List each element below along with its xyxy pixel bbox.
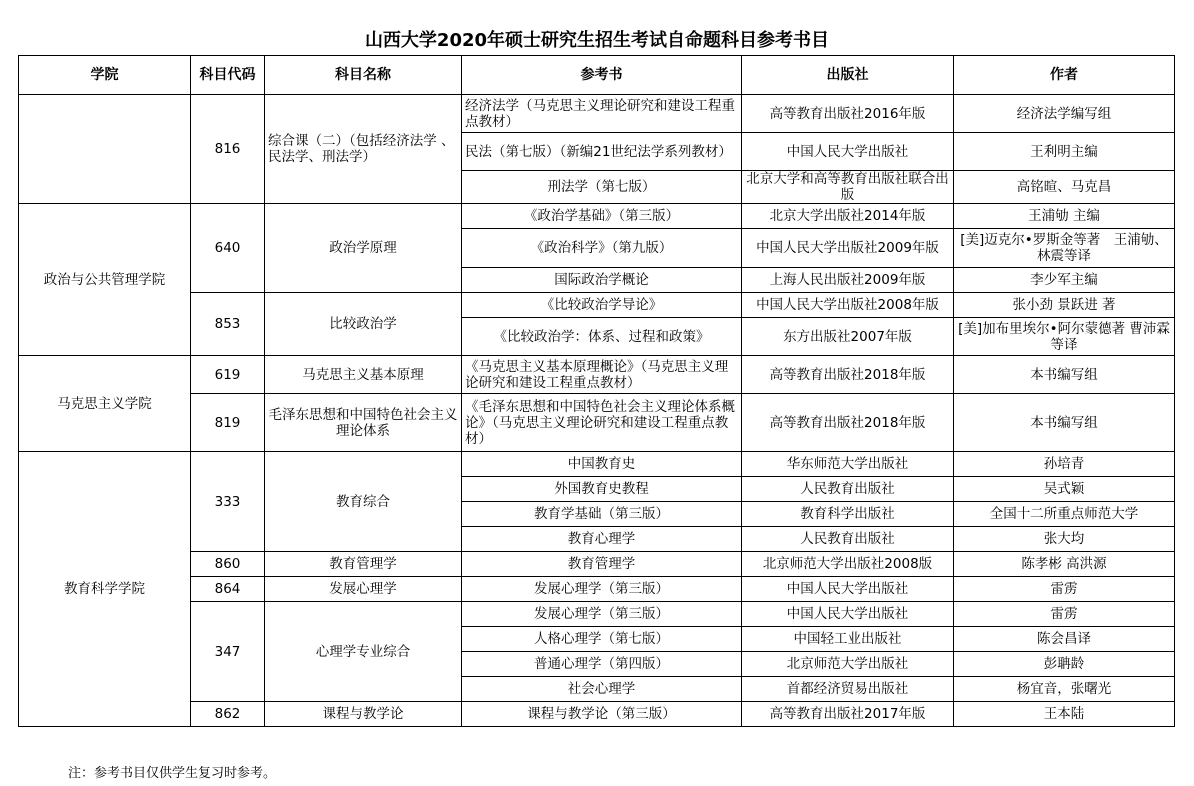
subject-code-cell: 864 xyxy=(191,577,265,602)
table-row xyxy=(19,602,1175,627)
college-cell xyxy=(19,95,191,204)
author-cell: 陈会昌译 xyxy=(954,627,1175,652)
publisher-cell: 高等教育出版社2018年版 xyxy=(742,356,954,394)
publisher-cell: 上海人民出版社2009年版 xyxy=(742,268,954,293)
book-title-cell: 刑法学（第七版） xyxy=(462,171,742,204)
table-row xyxy=(19,356,1175,394)
subject-code-cell: 816 xyxy=(191,95,265,204)
subject-code-cell: 347 xyxy=(191,602,265,702)
book-title-cell: 《比较政治学导论》 xyxy=(462,293,742,318)
publisher-cell: 东方出版社2007年版 xyxy=(742,318,954,356)
publisher-cell: 北京师范大学出版社2008版 xyxy=(742,552,954,577)
subject-name-cell: 心理学专业综合 xyxy=(265,602,462,702)
publisher-cell: 中国人民大学出版社2009年版 xyxy=(742,229,954,268)
book-title-cell: 发展心理学（第三版） xyxy=(462,602,742,627)
publisher-cell: 高等教育出版社2016年版 xyxy=(742,95,954,133)
subject-name-cell: 马克思主义基本原理 xyxy=(265,356,462,394)
book-title-cell: 教育学基础（第三版） xyxy=(462,502,742,527)
author-cell: 吴式颖 xyxy=(954,477,1175,502)
author-cell: 高铭暄、马克昌 xyxy=(954,171,1175,204)
subject-name-cell: 比较政治学 xyxy=(265,293,462,356)
book-title-cell: 教育心理学 xyxy=(462,527,742,552)
publisher-cell: 中国轻工业出版社 xyxy=(742,627,954,652)
footnote: 注：参考书目仅供学生复习时参考。 xyxy=(68,766,277,781)
table-body xyxy=(19,95,1175,727)
publisher-cell: 人民教育出版社 xyxy=(742,477,954,502)
table-row xyxy=(19,452,1175,477)
subject-code-cell: 640 xyxy=(191,204,265,293)
author-cell: 李少军主编 xyxy=(954,268,1175,293)
publisher-cell: 人民教育出版社 xyxy=(742,527,954,552)
subject-name-cell: 毛泽东思想和中国特色社会主义理论体系 xyxy=(265,394,462,452)
header-subject: 科目名称 xyxy=(265,56,462,95)
subject-name-cell: 发展心理学 xyxy=(265,577,462,602)
publisher-cell: 高等教育出版社2017年版 xyxy=(742,702,954,727)
book-title-cell: 人格心理学（第七版） xyxy=(462,627,742,652)
author-cell: 杨宜音，张曙光 xyxy=(954,677,1175,702)
publisher-cell: 华东师范大学出版社 xyxy=(742,452,954,477)
author-cell: 孙培青 xyxy=(954,452,1175,477)
book-title-cell: 社会心理学 xyxy=(462,677,742,702)
table-row xyxy=(19,394,1175,452)
table-row xyxy=(19,702,1175,727)
header-publisher: 出版社 xyxy=(742,56,954,95)
subject-name-cell: 政治学原理 xyxy=(265,204,462,293)
header-college: 学院 xyxy=(19,56,191,95)
subject-name-cell: 综合课（二）（包括经济法学 、民法学、刑法学） xyxy=(265,95,462,204)
subject-code-cell: 862 xyxy=(191,702,265,727)
header-code: 科目代码 xyxy=(191,56,265,95)
author-cell: 全国十二所重点师范大学 xyxy=(954,502,1175,527)
subject-code-cell: 860 xyxy=(191,552,265,577)
book-title-cell: 民法（第七版）（新编21世纪法学系列教材） xyxy=(462,133,742,171)
book-title-cell: 外国教育史教程 xyxy=(462,477,742,502)
subject-code-cell: 819 xyxy=(191,394,265,452)
publisher-cell: 中国人民大学出版社2008年版 xyxy=(742,293,954,318)
author-cell: 张大均 xyxy=(954,527,1175,552)
book-title-cell: 课程与教学论（第三版） xyxy=(462,702,742,727)
header-author: 作者 xyxy=(954,56,1175,95)
publisher-cell: 中国人民大学出版社 xyxy=(742,577,954,602)
publisher-cell: 首都经济贸易出版社 xyxy=(742,677,954,702)
header-book: 参考书 xyxy=(462,56,742,95)
author-cell: 王本陆 xyxy=(954,702,1175,727)
college-cell: 教育科学学院 xyxy=(19,452,191,727)
book-title-cell: 教育管理学 xyxy=(462,552,742,577)
college-cell: 政治与公共管理学院 xyxy=(19,204,191,356)
page-title: 山西大学2020年硕士研究生招生考试自命题科目参考书目 xyxy=(364,30,830,51)
subject-name-cell: 课程与教学论 xyxy=(265,702,462,727)
publisher-cell: 北京师范大学出版社 xyxy=(742,652,954,677)
publisher-cell: 北京大学和高等教育出版社联合出版 xyxy=(742,171,954,204)
author-cell: [美]迈克尔•罗斯金等著 王浦劬、林震等译 xyxy=(954,229,1175,268)
book-title-cell: 《政治学基础》（第三版） xyxy=(462,204,742,229)
publisher-cell: 高等教育出版社2018年版 xyxy=(742,394,954,452)
reference-table xyxy=(18,55,1175,727)
table-row xyxy=(19,577,1175,602)
book-title-cell: 《政治科学》（第九版） xyxy=(462,229,742,268)
author-cell: 雷雳 xyxy=(954,577,1175,602)
subject-code-cell: 333 xyxy=(191,452,265,552)
publisher-cell: 中国人民大学出版社 xyxy=(742,602,954,627)
book-title-cell: 国际政治学概论 xyxy=(462,268,742,293)
subject-name-cell: 教育综合 xyxy=(265,452,462,552)
author-cell: 本书编写组 xyxy=(954,356,1175,394)
author-cell: 经济法学编写组 xyxy=(954,95,1175,133)
book-title-cell: 中国教育史 xyxy=(462,452,742,477)
author-cell: 彭聃龄 xyxy=(954,652,1175,677)
publisher-cell: 北京大学出版社2014年版 xyxy=(742,204,954,229)
author-cell: 王利明主编 xyxy=(954,133,1175,171)
table-row xyxy=(19,204,1175,229)
book-title-cell: 《毛泽东思想和中国特色社会主义理论体系概论》（马克思主义理论研究和建设工程重点教材） xyxy=(462,394,742,452)
author-cell: [美]加布里埃尔•阿尔蒙德著 曹沛霖等译 xyxy=(954,318,1175,356)
subject-code-cell: 853 xyxy=(191,293,265,356)
book-title-cell: 发展心理学（第三版） xyxy=(462,577,742,602)
book-title-cell: 普通心理学（第四版） xyxy=(462,652,742,677)
book-title-cell: 《比较政治学：体系、过程和政策》 xyxy=(462,318,742,356)
table-row xyxy=(19,95,1175,133)
author-cell: 王浦劬 主编 xyxy=(954,204,1175,229)
publisher-cell: 教育科学出版社 xyxy=(742,502,954,527)
book-title-cell: 经济法学（马克思主义理论研究和建设工程重点教材） xyxy=(462,95,742,133)
subject-code-cell: 619 xyxy=(191,356,265,394)
publisher-cell: 中国人民大学出版社 xyxy=(742,133,954,171)
author-cell: 陈孝彬 高洪源 xyxy=(954,552,1175,577)
author-cell: 张小劲 景跃进 著 xyxy=(954,293,1175,318)
author-cell: 本书编写组 xyxy=(954,394,1175,452)
table-row xyxy=(19,552,1175,577)
header-row xyxy=(19,56,1175,95)
book-title-cell: 《马克思主义基本原理概论》（马克思主义理论研究和建设工程重点教材） xyxy=(462,356,742,394)
subject-name-cell: 教育管理学 xyxy=(265,552,462,577)
author-cell: 雷雳 xyxy=(954,602,1175,627)
table-row xyxy=(19,293,1175,318)
college-cell: 马克思主义学院 xyxy=(19,356,191,452)
